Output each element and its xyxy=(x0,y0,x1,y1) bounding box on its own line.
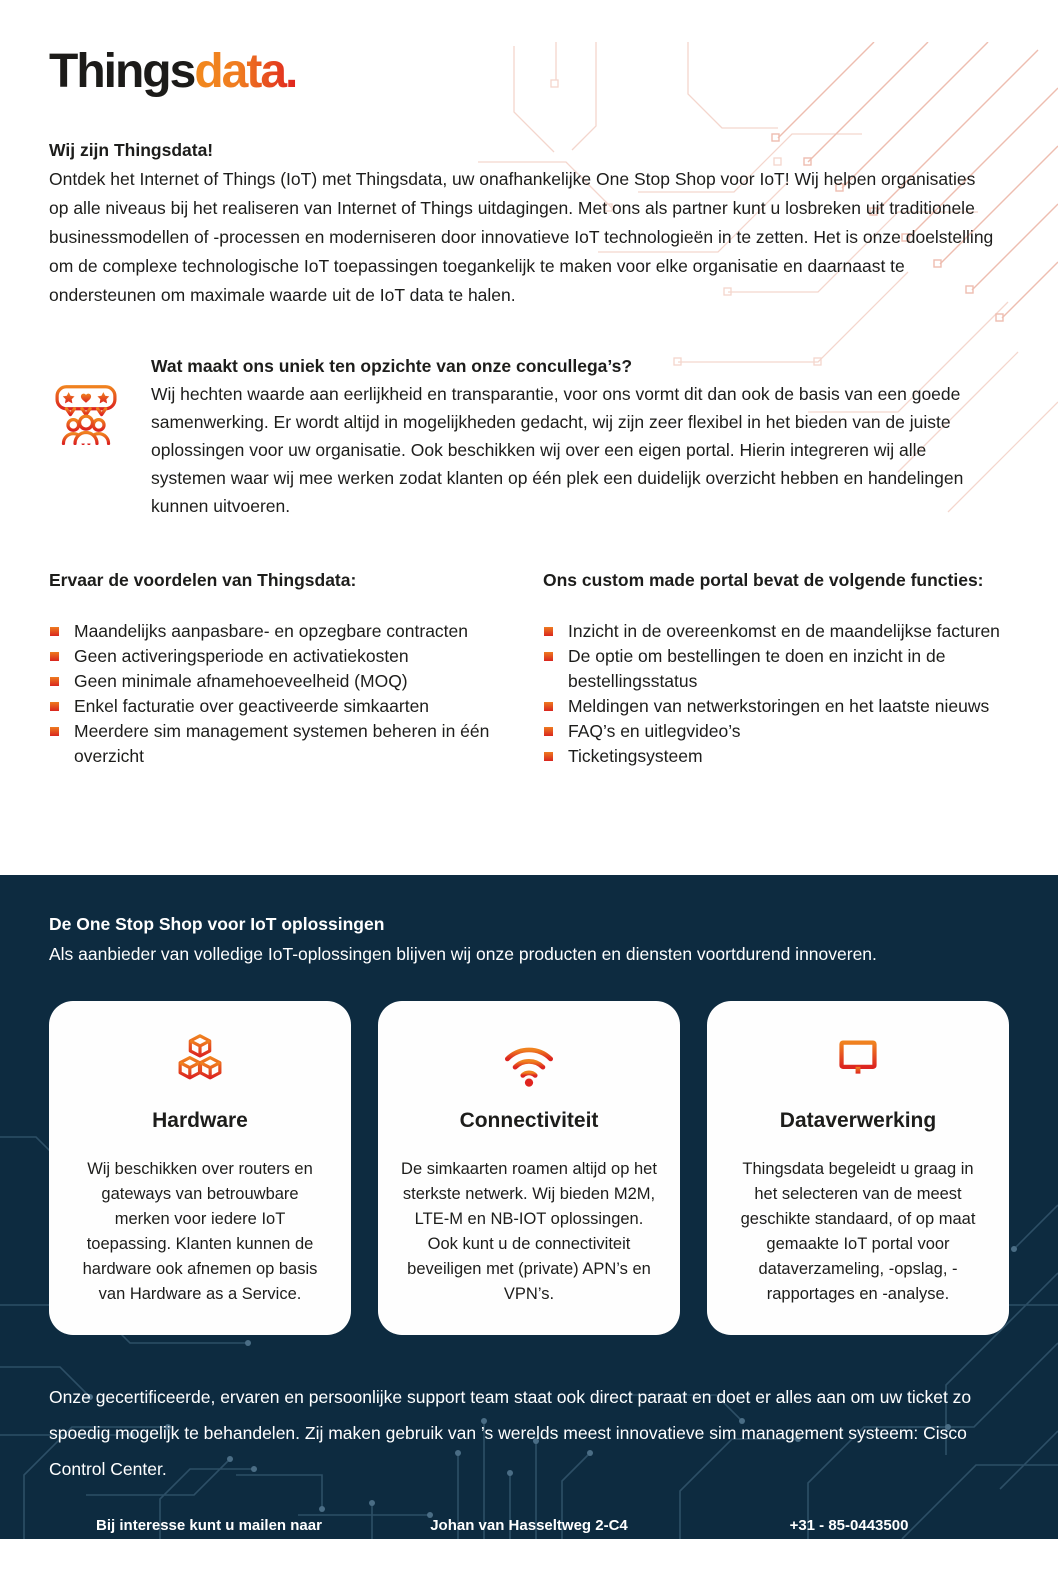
card-title-hardware: Hardware xyxy=(152,1109,248,1132)
portal-heading: Ons custom made portal bevat de volgende functies: xyxy=(543,570,984,590)
benefits-list xyxy=(49,619,519,769)
portal-feature-item: Meldingen van netwerkstoringen en het laatste nieuws xyxy=(543,694,1009,719)
portal-feature-item: Inzicht in de overeenkomst en de maandelijkse facturen xyxy=(543,619,1009,644)
logo-text-data: data. xyxy=(194,45,297,98)
intro-paragraph: Ontdek het Internet of Things (IoT) met Thingsdata, uw onafhankelijke One Stop Shop voor IoT! Wij helpen organisaties op alle niveaus bij het realiseren van Internet of Things uitdagingen. Met ons als partner kunt u losbreken uit traditionele businessmodellen of -processen en moderniseren door innovatieve IoT technologieën in te zetten. Het is onze doelstelling om de complexe technologische IoT toepassingen toegankelijk te maken voor elke organisatie en daarnaast te ondersteunen om maximale waarde uit de IoT data te halen. xyxy=(49,169,994,305)
benefit-item: Geen minimale afnamehoeveelheid (MOQ) xyxy=(49,669,519,694)
benefits-heading: Ervaar de voordelen van Thingsdata: xyxy=(49,570,357,590)
footer-contact-column xyxy=(49,1511,369,1569)
community-icon xyxy=(49,443,123,460)
footer xyxy=(49,1511,1009,1569)
benefit-item: Meerdere sim management systemen beheren in één overzicht xyxy=(49,719,519,769)
footer-phone-web-column xyxy=(689,1511,1009,1569)
footer-phone-number: +31 - 85-0443500 xyxy=(789,1517,909,1534)
benefit-item: Enkel facturatie over geactiveerde simkaarten xyxy=(49,694,519,719)
logo-text-things: Things xyxy=(49,45,195,98)
unique-heading: Wat maakt ons uniek ten opzichte van onze concullega’s? xyxy=(151,356,633,376)
footer-website-link[interactable]: www.thingsdata.com xyxy=(774,1546,924,1563)
unique-paragraph: Wij hechten waarde aan eerlijkheid en transparantie, voor ons vormt dit dan ook de basis van een goede samenwerking. Er wordt altijd in mogelijkheden gedacht, wij zijn zeer flexibel in het bieden van de juiste oplossingen voor uw organisatie. Ook beschikken wij over een eigen portal. Hierin integreren wij alle systemen waar wij mee werken zodat klanten op één plek een duidelijk overzicht hebben en handelingen kunnen uitvoeren. xyxy=(151,384,964,516)
monitor-icon xyxy=(827,1034,889,1095)
thingsdata-logo xyxy=(49,42,1009,102)
feature-lists xyxy=(49,570,1009,769)
portal-feature-item: FAQ’s en uitlegvideo’s xyxy=(543,719,1009,744)
card-body-hardware: Wij beschikken over routers en gateways van betrouwbare merken voor iedere IoT toepassing. Klanten kunnen de hardware ook afnemen op basis van Hardware as a Service. xyxy=(82,1160,318,1303)
card-hardware xyxy=(49,1001,351,1335)
one-stop-heading: De One Stop Shop voor IoT oplossingen xyxy=(49,914,385,934)
support-paragraph: Onze gecertificeerde, ervaren en persoonlijke support team staat ook direct paraat en doet er alles aan om uw ticket zo spoedig mogelijk te behandelen. Zij maken gebruik van ’s werelds meest innovatieve sim management systeem: Cisco Control Center. xyxy=(49,1387,972,1479)
one-stop-subheading: Als aanbieder van volledige IoT-oplossingen blijven wij onze producten en diensten voortdurend innoveren. xyxy=(49,944,877,964)
footer-email-link[interactable]: info@thingsdata.com xyxy=(132,1546,286,1563)
benefit-item: Maandelijks aanpasbare- en opzegbare contracten xyxy=(49,619,519,644)
card-title-connectiviteit: Connectiviteit xyxy=(459,1109,599,1132)
footer-address-city: 1022 WV Amsterdam xyxy=(455,1546,603,1563)
card-body-dataverwerking: Thingsdata begeleidt u graag in het selecteren van de meest geschikte standaard, of op maat gemaakte IoT portal voor dataverzameling, -opslag, -rapportages en -analyse. xyxy=(740,1160,976,1303)
card-title-dataverwerking: Dataverwerking xyxy=(779,1109,937,1132)
service-cards xyxy=(49,1001,1009,1335)
wifi-icon xyxy=(496,1033,562,1096)
portal-features-list xyxy=(543,619,1009,769)
cubes-icon xyxy=(169,1032,231,1097)
footer-address-street: Johan van Hasseltweg 2-C4 xyxy=(430,1517,628,1534)
footer-contact-label: Bij interesse kunt u mailen naar xyxy=(96,1517,322,1534)
card-dataverwerking xyxy=(707,1001,1009,1335)
footer-address-column xyxy=(369,1511,689,1569)
one-stop-shop-section xyxy=(0,875,1058,1563)
portal-feature-item: Ticketingsysteem xyxy=(543,744,1009,769)
intro-heading: Wij zijn Thingsdata! xyxy=(49,140,214,160)
card-connectiviteit xyxy=(378,1001,680,1335)
portal-feature-item: De optie om bestellingen te doen en inzicht in de bestellingsstatus xyxy=(543,644,1009,694)
card-body-connectiviteit: De simkaarten roamen altijd op het sterkste netwerk. Wij bieden M2M, LTE-M en NB-IOT oplossingen. Ook kunt u de connectiviteit beveiligen met (private) APN’s en VPN’s. xyxy=(401,1160,657,1303)
unique-section xyxy=(49,352,1009,520)
benefit-item: Geen activeringsperiode en activatiekosten xyxy=(49,644,519,669)
